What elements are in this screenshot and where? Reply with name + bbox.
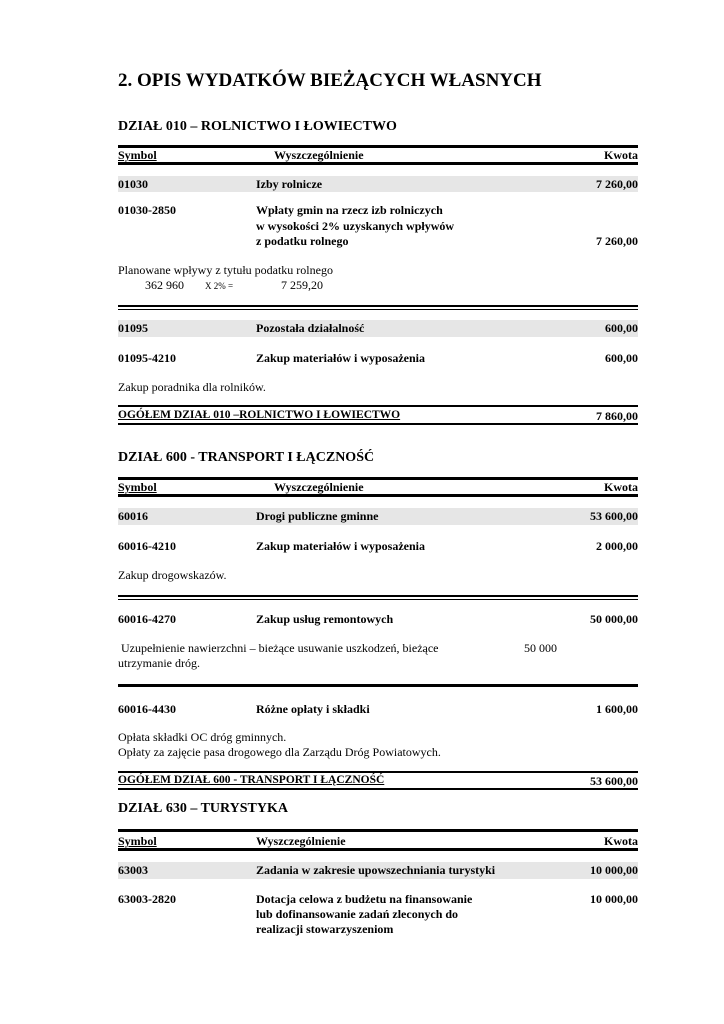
divider: [118, 309, 638, 310]
divider: [118, 599, 638, 600]
col-header-amount: Kwota: [604, 480, 638, 494]
note-text: Zakup poradnika dla rolników.: [118, 380, 266, 394]
row-desc: Różne opłaty i składki: [256, 702, 370, 716]
note-text-line1: Opłata składki OC dróg gminnych.: [118, 730, 287, 744]
row-desc: Zakup materiałów i wyposażenia: [256, 539, 426, 553]
row-desc: Zakup usług remontowych: [256, 612, 394, 626]
col-header-desc: Wyszczególnienie: [274, 480, 364, 494]
divider: [118, 405, 638, 407]
col-header-symbol: Symbol: [118, 480, 157, 494]
note-text-line2: Opłaty za zajęcie pasa drogowego dla Zarządu Dróg Powiatowych.: [118, 745, 441, 759]
divider: [118, 684, 638, 687]
divider: [118, 162, 638, 165]
row-amount: 1 600,00: [596, 702, 638, 716]
col-header-amount: Kwota: [604, 148, 638, 162]
section-total-label: OGÓŁEM DZIAŁ 600 - TRANSPORT I ŁĄCZNOŚĆ: [118, 774, 385, 786]
section-total-label: OGÓŁEM DZIAŁ 010 –ROLNICTWO I ŁOWIECTWO: [118, 409, 401, 421]
section-total-amount: 53 600,00: [590, 774, 638, 788]
row-desc: Pozostała działalność: [256, 321, 365, 335]
row-desc-line1: Dotacja celowa z budżetu na finansowanie: [256, 892, 473, 906]
row-code: 60016: [118, 509, 148, 523]
section-heading-010: DZIAŁ 010 – ROLNICTWO I ŁOWIECTWO: [118, 119, 397, 134]
col-header-desc: Wyszczególnienie: [274, 148, 364, 162]
row-desc-line3: z podatku rolnego: [256, 234, 349, 248]
row-amount: 7 260,00: [596, 177, 638, 191]
row-code: 60016-4430: [118, 702, 176, 716]
row-code: 01030: [118, 177, 148, 191]
row-desc: Izby rolnicze: [256, 177, 323, 191]
col-header-symbol: Symbol: [118, 148, 157, 162]
row-desc: Zadania w zakresie upowszechniania turystyki: [256, 863, 496, 877]
calc-base: 362 960: [145, 278, 184, 292]
section-heading-630: DZIAŁ 630 – TURYSTYKA: [118, 801, 289, 816]
row-desc-line2: w wysokości 2% uzyskanych wpływów: [256, 219, 455, 233]
section-heading-600: DZIAŁ 600 - TRANSPORT I ŁĄCZNOŚĆ: [118, 450, 375, 465]
note-text-line1: Uzupełnienie nawierzchni – bieżące usuwanie uszkodzeń, bieżące: [118, 641, 439, 655]
divider: [118, 771, 638, 773]
note-text: Planowane wpływy z tytułu podatku rolnego: [118, 263, 333, 277]
row-desc: Zakup materiałów i wyposażenia: [256, 351, 426, 365]
divider: [118, 848, 638, 851]
row-amount: 600,00: [605, 321, 638, 335]
calc-result: 7 259,20: [281, 278, 323, 292]
row-code: 01095: [118, 321, 148, 335]
divider: [118, 423, 638, 425]
col-header-amount: Kwota: [604, 834, 638, 848]
calc-operator: X 2% =: [205, 281, 234, 291]
note-text-line2: utrzymanie dróg.: [118, 656, 200, 670]
row-amount: 53 600,00: [590, 509, 638, 523]
note-text: Zakup drogowskazów.: [118, 568, 227, 582]
divider: [118, 829, 638, 832]
row-code: 01095-4210: [118, 351, 176, 365]
row-code: 01030-2850: [118, 203, 176, 217]
note-amount: 50 000: [524, 641, 557, 655]
divider: [118, 595, 638, 597]
row-desc-line3: realizacji stowarzyszeniom: [256, 922, 394, 936]
page-title: 2. OPIS WYDATKÓW BIEŻĄCYCH WŁASNYCH: [118, 70, 542, 91]
col-header-symbol: Symbol: [118, 834, 157, 848]
row-amount: 50 000,00: [590, 612, 638, 626]
row-code: 63003: [118, 863, 148, 877]
row-code: 60016-4270: [118, 612, 176, 626]
col-header-desc: Wyszczególnienie: [256, 834, 346, 848]
row-desc-line2: lub dofinansowanie zadań zleconych do: [256, 907, 459, 921]
divider: [118, 494, 638, 497]
row-desc-line1: Wpłaty gmin na rzecz izb rolniczych: [256, 203, 443, 217]
row-amount: 600,00: [605, 351, 638, 365]
row-code: 60016-4210: [118, 539, 176, 553]
section-total-amount: 7 860,00: [596, 409, 638, 423]
row-amount: 7 260,00: [596, 234, 638, 248]
divider: [118, 305, 638, 307]
row-code: 63003-2820: [118, 892, 176, 906]
row-desc: Drogi publiczne gminne: [256, 509, 379, 523]
row-amount: 10 000,00: [590, 892, 638, 906]
divider: [118, 788, 638, 790]
row-amount: 2 000,00: [596, 539, 638, 553]
row-amount: 10 000,00: [590, 863, 638, 877]
